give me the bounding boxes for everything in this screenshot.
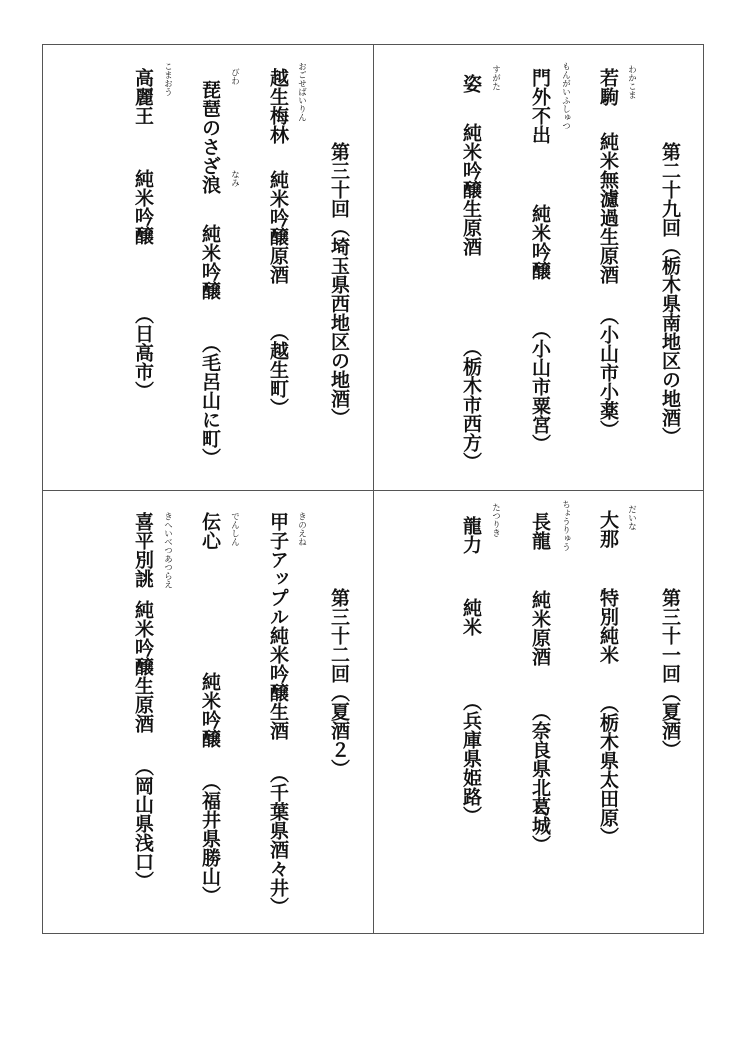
entry-reading: きへいべつあつらえ xyxy=(162,512,173,589)
panel-heading: 第二十九回（栃木県南地区の地酒） xyxy=(659,142,681,446)
entry-reading: なみ xyxy=(229,170,240,187)
sake-origin: （小山市小薬） xyxy=(597,306,619,439)
sake-type: 純米無濾過生原酒 xyxy=(597,132,619,284)
sake-origin: （毛呂山に町） xyxy=(199,334,221,467)
sake-name: 大那 xyxy=(597,510,619,548)
sake-origin: （越生町） xyxy=(267,322,289,417)
sake-type: 純米吟醸 xyxy=(199,672,221,748)
entry-reading: もんがいふしゅつ xyxy=(560,62,571,130)
sake-origin: （日高市） xyxy=(132,305,154,400)
sake-name: 琵琶のさざ浪 xyxy=(199,80,221,194)
entry-reading: きのえね xyxy=(296,512,307,546)
entry-reading: でんしん xyxy=(229,512,240,546)
sake-type: 特別純米 xyxy=(597,588,619,664)
panel-heading: 第三十一回（夏酒） xyxy=(659,588,681,759)
sake-origin: （千葉県酒々井） xyxy=(267,764,289,916)
sake-name: 越生梅林 xyxy=(267,68,289,144)
sake-name: 伝心 xyxy=(199,512,221,550)
sake-origin: （栃木県太田原） xyxy=(597,694,619,846)
sake-type: 純米 xyxy=(460,598,482,636)
sake-name: 若駒 xyxy=(597,68,619,106)
sake-origin: （岡山県浅口） xyxy=(132,757,154,890)
entry-name xyxy=(598,510,617,846)
sake-type: 純米吟醸生原酒 xyxy=(132,600,154,733)
sake-type: 純米吟醸原酒 xyxy=(267,170,289,284)
entry-name xyxy=(530,68,549,453)
sake-name: 甲子アップル xyxy=(267,512,289,626)
horizontal-divider xyxy=(42,490,704,491)
sake-origin: （奈良県北葛城） xyxy=(529,702,551,854)
entry-name xyxy=(598,68,617,439)
entry-name xyxy=(200,80,219,467)
entry-reading: すがた xyxy=(490,65,501,91)
sake-type: 純米吟醸 xyxy=(199,224,221,300)
entry-name xyxy=(530,512,549,854)
sake-origin: （小山市粟宮） xyxy=(529,320,551,453)
entry-reading: たつりき xyxy=(490,503,501,537)
panel-heading: 第三十回（埼玉県西地区の地酒） xyxy=(328,142,350,427)
sake-name: 喜平別誂 xyxy=(132,512,154,588)
panel-heading: 第三十二回（夏酒２） xyxy=(328,588,350,778)
entry-name xyxy=(200,512,219,905)
sake-name: 龍力 xyxy=(460,516,482,554)
sake-type: 純米吟醸生酒 xyxy=(267,626,289,740)
entry-reading: びわ xyxy=(229,68,240,85)
entry-reading: おごせばいりん xyxy=(296,62,307,122)
entry-reading: だいな xyxy=(626,505,637,531)
entry-name xyxy=(461,74,480,471)
entry-name xyxy=(133,68,152,400)
entry-reading: わかこま xyxy=(626,65,637,99)
sake-name: 長龍 xyxy=(529,512,551,550)
sake-origin: （福井県勝山） xyxy=(199,772,221,905)
sake-type: 純米吟醸 xyxy=(132,169,154,245)
sake-type: 純米原酒 xyxy=(529,590,551,666)
vertical-divider xyxy=(373,44,374,934)
sake-type: 純米吟醸生原酒 xyxy=(460,123,482,256)
sake-type: 純米吟醸 xyxy=(529,204,551,280)
sake-origin: （兵庫県姫路） xyxy=(460,692,482,825)
entry-name xyxy=(461,516,480,825)
sake-name: 高麗王 xyxy=(132,68,154,125)
entry-name xyxy=(268,68,287,417)
sake-name: 門外不出 xyxy=(529,68,551,144)
entry-name xyxy=(133,512,152,890)
entry-name xyxy=(268,512,287,916)
sake-origin: （栃木市西方） xyxy=(460,338,482,471)
sake-name: 姿 xyxy=(460,74,482,93)
entry-reading: ちょうりゅう xyxy=(560,500,571,551)
entry-reading: こまおう xyxy=(162,62,173,96)
